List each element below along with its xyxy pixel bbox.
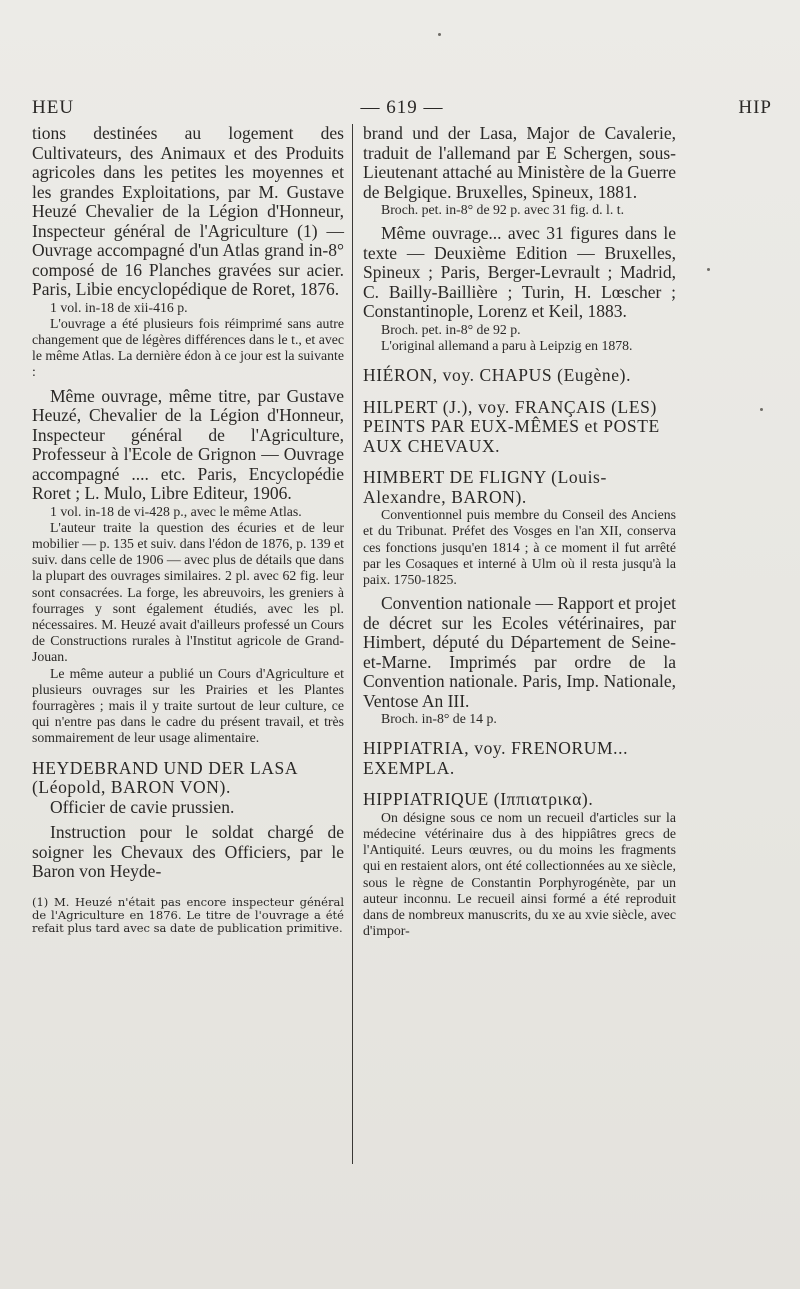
entry-heading: HIÉRON, voy. CHAPUS (Eugène). <box>363 365 632 386</box>
paragraph: L'original allemand a paru à Leipzig en 1878. <box>381 337 633 353</box>
entry-heading: HIPPIATRIQUE (Ιππιατρικα). <box>363 789 594 810</box>
column-divider <box>352 124 353 1164</box>
right-column <box>363 124 676 939</box>
entry-heading: HEYDEBRAND UND DER LASA (Léopold, BARON VON). <box>32 757 298 798</box>
entry-heading: HIPPIATRIA, voy. FRENORUM... EXEMPLA. <box>363 738 629 778</box>
paragraph: tions destinées au logement des Cultivateurs, des Animaux et des Produits agricoles dans les petites les moyennes et les grandes Exploitations, par M. Gustave Heuzé Chevalier de la Légion d'Honneur, Inspecteur général de l'Agriculture (1) — Ouvrage accompagné d'un Atlas grand in-8° composé de 16 Planches gravées sur acier. Paris, Libie encyclopédique de Roret, 1876. <box>32 123 344 299</box>
entry-heading: HIMBERT DE FLIGNY (Louis-Alexandre, BARON). <box>363 467 607 507</box>
paragraph: Même ouvrage, même titre, par Gustave Heuzé, Chevalier de la Légion d'Honneur, Inspecteur général de l'Agriculture, Professeur à l'Ecole de Grignon — Ouvrage accompagné .... etc. Paris, Encyclopédie Roret ; L. Mulo, Libre Editeur, 1906. <box>32 385 344 504</box>
paragraph: 1 vol. in-18 de vi-428 p., avec le même Atlas. <box>50 503 302 519</box>
paragraph: Le même auteur a publié un Cours d'Agriculture et plusieurs ouvrages sur les Prairies et les Plantes fourragères ; mais il y traite surtout de leur culture, ce qui n'entre pas dans le cadre du présent travail, et très sommairement de leur usage alimentaire. <box>32 665 344 746</box>
paragraph: Instruction pour le soldat chargé de soigner les Chevaux des Officiers, par le Baron von Heyde- <box>32 822 344 882</box>
paragraph: Officier de cavie prussien. <box>50 796 235 817</box>
header-right-guide: HIP <box>738 97 772 118</box>
paragraph: Même ouvrage... avec 31 figures dans le texte — Deuxième Edition — Bruxelles, Spineux ; Paris, Berger-Levrault ; Madrid, C. Bailly-Baillière ; Turin, H. Lœscher ; Constantinople, Lorenz et Keil, 1883. <box>363 223 676 322</box>
running-header <box>32 97 772 123</box>
page-number: — 619 — <box>360 97 444 118</box>
paragraph: Convention nationale — Rapport et projet de décret sur les Ecoles vétérinaires, par Himbert, député du Département de Seine-et-Marne. Imprimés par ordre de la Convention nationale. Paris, Imp. Nationale, Ventose An III. <box>363 593 677 711</box>
paragraph: brand und der Lasa, Major de Cavalerie, traduit de l'allemand par E Schergen, sous-Lieutenant attaché au Ministère de la Guerre de Belgique. Bruxelles, Spineux, 1881. <box>363 123 676 202</box>
paragraph: Conventionnel puis membre du Conseil des Anciens et du Tribunat. Préfet des Vosges en l'an XII, conserva ces fonctions jusqu'en 1814 ; à ce moment il fut arrêté par les Cosaques et interné à Ulm où il resta jusqu'à la paix. 1750-1825. <box>363 507 676 587</box>
header-left-guide: HEU <box>32 97 75 118</box>
entry-heading: HILPERT (J.), voy. FRANÇAIS (LES) PEINTS PAR EUX-MÊMES et POSTE AUX CHEVAUX. <box>363 396 660 456</box>
ink-speck <box>707 268 710 271</box>
paragraph: Broch. pet. in-8° de 92 p. <box>381 321 521 337</box>
paragraph: L'ouvrage a été plusieurs fois réimprimé sans autre changement que de légères différences dans le t., et avec le même Atlas. La dernière édon à ce jour est la suivante : <box>32 315 344 380</box>
ink-speck <box>760 408 763 411</box>
paragraph: Broch. pet. in-8° de 92 p. avec 31 fig. d. l. t. <box>381 202 625 217</box>
left-column: tions destinées au logement des Cultivateurs, des Animaux et des Produits agricoles dans les petites les moyennes et les grandes Exploitations, par M. Gustave Heuzé Chevalier de la Légion d'Honneur, Inspecteur général de l'Agriculture (1) — Ouvrage accompagné d'un Atlas grand in-8° composé de 16 Planches gravées sur acier. Paris, Libie encyclopédique de Roret, 1876. 1 vol. in-18 de xii-416 p. L'ouvrage a été plusieurs fois réimprimé sans autre changement que de légères différences dans le t., et avec le même Atlas. La dernière édon à ce jour est la suivante : Même ouvrage, même titre, par Gustave Heuzé, Chevalier de la Légion d'Honneur, Inspecteur général de l'Agriculture, Professeur à l'Ecole de Grignon — Ouvrage accompagné .... etc. Paris, Encyclopédie Roret ; L. Mulo, Libre Editeur, 1906. 1 vol. in-18 de vi-428 p., avec le même Atlas. L'auteur traite la question des écuries et de leur mobilier — p. 135 et suiv. dans l'édon de 1876, p. 139 et suiv. dans celle de 1906 — avec plus de détails que dans la plupart des ouvrages similaires. 2 pl. avec 62 fig. leur sont consacrées. La forge, les abreuvoirs, les greniers à fourrages y sont également étudiés, avec les pl. nécessaires. M. Heuzé avait d'ailleurs professé un Cours de Constructions rurales à l'Institut agricole de Grand-Jouan. Le même auteur a publié un Cours d'Agriculture et plusieurs ouvrages sur les Prairies et les Plantes fourragères ; mais il y traite surtout de leur culture, ce qui n'entre pas dans le cadre du présent travail, et très sommairement de leur usage alimentaire. HEYDEBRAND UND DER LASA (Léopold, BARON VON). Officier de cavie prussien. Instruction pour le soldat chargé de soigner les Chevaux des Officiers, par le Baron von Heyde- (1) M. Heuzé n'était pas encore inspecteur général de l'Agriculture en 1876. Le titre de l'ouvrage a été refait plus tard avec sa date de publication primitive. <box>32 123 344 935</box>
ink-speck <box>438 33 441 36</box>
paragraph: L'auteur traite la question des écuries et de leur mobilier — p. 135 et suiv. dans l'édon de 1876, p. 139 et suiv. dans celle de 1906 — avec plus de détails que dans la plupart des ouvrages similaires. 2 pl. avec 62 fig. leur sont consacrées. La forge, les abreuvoirs, les greniers à fourrages y sont également étudiés, avec les pl. nécessaires. M. Heuzé avait d'ailleurs professé un Cours de Constructions rurales à l'Institut agricole de Grand-Jouan. <box>32 519 344 665</box>
paragraph: 1 vol. in-18 de xii-416 p. <box>50 299 188 315</box>
paragraph: Broch. in-8° de 14 p. <box>381 711 497 727</box>
paragraph: On désigne sous ce nom un recueil d'articles sur la médecine vétérinaire dus à des hippiâtres grecs de l'Antiquité. Leurs œuvres, ou du moins les fragments qui en restaient alors, ont été collectionnées au xe siècle, sous le règne de Constantin Porphyrogénète, par un auteur inconnu. Le recueil ainsi formé a été reproduit dans de nombreux manuscrits, du xe au xvie siècle, avec d'impor- <box>363 809 676 939</box>
